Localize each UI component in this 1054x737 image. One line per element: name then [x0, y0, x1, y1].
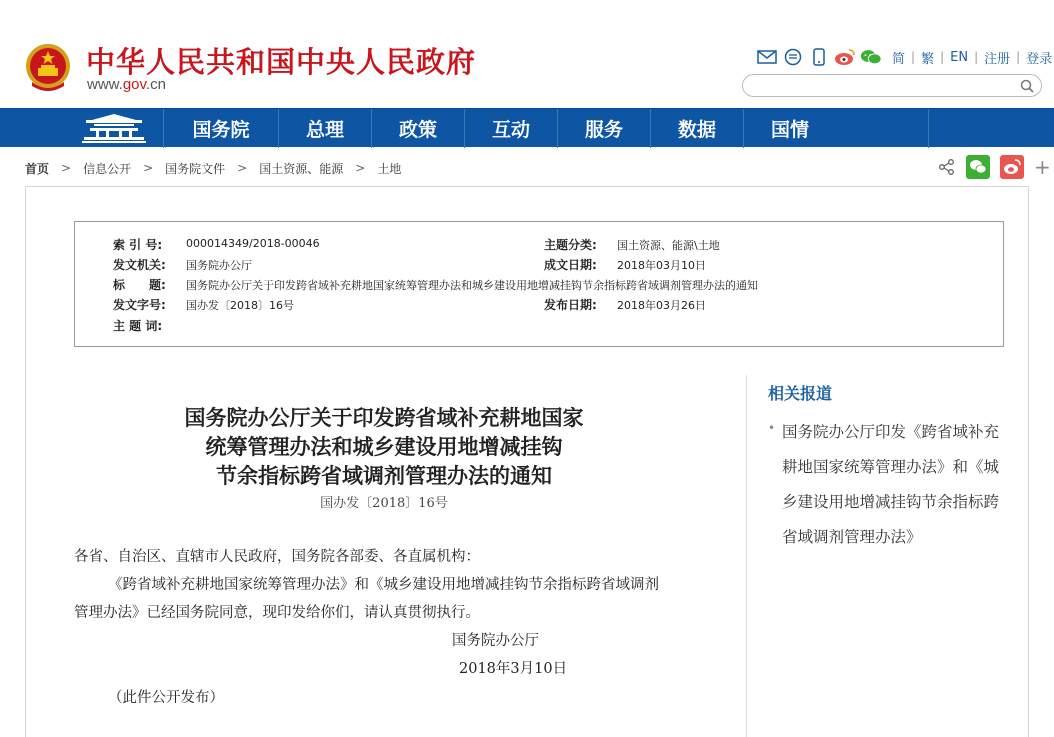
- main-nav: [0, 108, 1054, 147]
- article-body-line: 管理办法》已经国务院同意，现印发给你们，请认真贯彻执行。: [74, 605, 480, 621]
- article-title-line: 统筹管理办法和城乡建设用地增减挂钩: [205, 434, 563, 459]
- title-label: 标 题:: [113, 278, 166, 292]
- link-separator: |: [1016, 50, 1021, 64]
- article-note: （此件公开发布）: [108, 690, 224, 706]
- rss-icon[interactable]: [782, 47, 804, 67]
- login-link[interactable]: 登录: [1026, 51, 1053, 67]
- lang-traditional-link[interactable]: 繁: [921, 51, 935, 67]
- share-bar: [936, 155, 1051, 179]
- share-more-icon[interactable]: +: [1034, 155, 1051, 179]
- site-header: [0, 0, 1054, 108]
- mobile-icon[interactable]: [808, 47, 830, 67]
- lang-english-link[interactable]: EN: [950, 49, 969, 65]
- nav-item-premier[interactable]: 总理: [278, 109, 371, 148]
- index-number-label: 索 引 号:: [113, 238, 163, 252]
- related-report-link[interactable]: 国务院办公厅印发《跨省域补充耕地国家统筹管理办法》和《城乡建设用地增减挂钩节余指标跨省域调剂管理办法》: [782, 423, 1000, 546]
- url-brand: gov: [122, 76, 146, 93]
- title-value: 国务院办公厅关于印发跨省域补充耕地国家统筹管理办法和城乡建设用地增减挂钩节余指标跨省域调剂管理办法的通知: [186, 279, 758, 292]
- related-reports-heading: 相关报道: [768, 384, 833, 403]
- doc-number-label: 发文字号:: [113, 298, 166, 312]
- article-title-line: 国务院办公厅关于印发跨省域补充耕地国家: [184, 405, 584, 430]
- site-url[interactable]: [87, 76, 166, 93]
- created-date-label: 成文日期:: [544, 258, 597, 272]
- site-title[interactable]: 中华人民共和国中央人民政府: [86, 45, 477, 79]
- breadcrumb-separator: >: [237, 161, 248, 175]
- share-wechat-icon[interactable]: [966, 155, 990, 179]
- published-date-value: 2018年03月26日: [617, 299, 706, 312]
- register-link[interactable]: 注册: [984, 51, 1011, 67]
- url-prefix: www.: [87, 76, 123, 93]
- breadcrumb-home[interactable]: 首页: [25, 161, 50, 176]
- keywords-label: 主 题 词:: [113, 319, 163, 333]
- doc-number-value: 国办发〔2018〕16号: [186, 299, 294, 312]
- bullet-icon: •: [768, 421, 776, 435]
- wechat-icon[interactable]: [860, 47, 882, 67]
- breadcrumb: [25, 158, 401, 178]
- category-value: 国土资源、能源\土地: [617, 239, 720, 252]
- sidebar-divider: [746, 375, 747, 737]
- link-separator: |: [911, 50, 916, 64]
- search-input[interactable]: [753, 77, 1013, 94]
- breadcrumb-state-council-docs[interactable]: 国务院文件: [165, 161, 226, 176]
- top-links: [756, 46, 1054, 68]
- nav-item-data[interactable]: 数据: [650, 109, 743, 148]
- nav-item-national-info[interactable]: 国情: [743, 109, 836, 148]
- mail-icon[interactable]: [756, 47, 778, 67]
- nav-divider: [928, 109, 929, 148]
- share-weibo-icon[interactable]: [1000, 155, 1024, 179]
- article-doc-number: 国办发〔2018〕16号: [320, 496, 448, 511]
- document-info-box: [74, 221, 1004, 347]
- nav-item-interaction[interactable]: 互动: [464, 109, 557, 148]
- breadcrumb-land[interactable]: 土地: [377, 161, 402, 176]
- published-date-label: 发布日期:: [544, 298, 597, 312]
- article-salutation: 各省、自治区、直辖市人民政府，国务院各部委、各直属机构：: [74, 549, 480, 565]
- issuer-value: 国务院办公厅: [186, 259, 252, 272]
- lang-simplified-link[interactable]: 简: [892, 51, 906, 67]
- search-icon[interactable]: [1019, 78, 1035, 94]
- search-box: [742, 74, 1042, 97]
- nav-item-services[interactable]: 服务: [557, 109, 650, 148]
- created-date-value: 2018年03月10日: [617, 259, 706, 272]
- nav-item-policy[interactable]: 政策: [371, 109, 464, 148]
- breadcrumb-separator: >: [355, 161, 366, 175]
- article-title: [154, 403, 614, 490]
- share-icon[interactable]: [936, 156, 958, 178]
- article-date: 2018年3月10日: [459, 661, 568, 677]
- issuer-label: 发文机关:: [113, 258, 166, 272]
- link-separator: |: [940, 50, 945, 64]
- category-label: 主题分类:: [544, 238, 597, 252]
- breadcrumb-info-disclosure[interactable]: 信息公开: [83, 161, 132, 176]
- nav-item-state-council[interactable]: 国务院: [163, 109, 278, 148]
- article-signer: 国务院办公厅: [452, 633, 539, 649]
- breadcrumb-land-energy[interactable]: 国土资源、能源: [259, 161, 344, 176]
- tiananmen-home-icon[interactable]: [82, 112, 146, 145]
- url-suffix: .cn: [145, 76, 166, 93]
- article-body-line: 《跨省域补充耕地国家统筹管理办法》和《城乡建设用地增减挂钩节余指标跨省域调剂: [108, 577, 659, 593]
- weibo-icon[interactable]: [834, 47, 856, 67]
- link-separator: |: [974, 50, 979, 64]
- article-title-line: 节余指标跨省域调剂管理办法的通知: [216, 463, 552, 488]
- content-container: [25, 186, 1029, 737]
- breadcrumb-separator: >: [143, 161, 154, 175]
- national-emblem-icon[interactable]: [24, 42, 72, 94]
- breadcrumb-separator: >: [61, 161, 72, 175]
- index-number-value: 000014349/2018-00046: [186, 237, 320, 250]
